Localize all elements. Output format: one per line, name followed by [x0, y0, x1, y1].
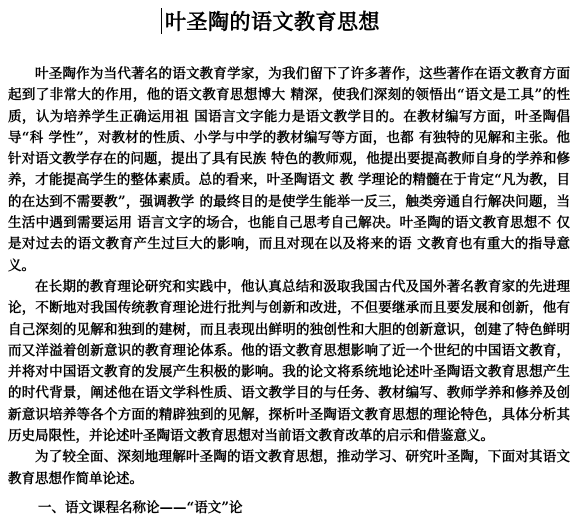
paragraph-1[interactable]: 叶圣陶作为当代著名的语文教育学家，为我们留下了许多著作，这些著作在语文教育方面起到了非常大的作用，他的语文教育思想博大 精深，使我们深刻的领悟出“语文是工具”的性质，认为培养学生正确运用祖 国语言文字能力是语文教学目的。在教材编写方面，叶圣陶倡导“科 学性”，对教材的性质、小学与中学的教材编写等方面，也都 有独特的见解和主张。他针对语文教学存在的问题，提出了具有民族 特色的教师观，他提出要提高教师自身的学养和修养，才能提高学生的整体素质。总的看来，叶圣陶语文 教 学理论的精髓在于肯定“凡为教，目的在达到不需要教”，强调教学 的最终目的是使学生能举一反三，触类旁通自行解决问题，当生活中遇到需要运用 语言文字的场合，也能自己思考自己解决。叶圣陶的语文教育思想不 仅是对过去的语文教育产生过巨大的影响，而且对现在以及将来的语 文教育也有重大的指导意义。	[8, 66, 570, 274]
section-heading[interactable]: 一、语文课程名称论——“语文”论	[38, 500, 243, 516]
paragraph-2[interactable]: 在长期的教育理论研究和实践中，他认真总结和汲取我国古代及国外著名教育家的先进理论，不断地对我国传统教育理论进行批判与创新和改进，不但要继承而且要发展和创新，他有自己深刻的见解和独到的建树，而且表现出鲜明的独创性和大胆的创新意识，创建了特色鲜明而又洋溢着创新意识的教育理论体系。他的语文教育思想影响了近一个世纪的中国语文教育，并将对中国语文教育的发展产生积极的影响。我的论文将系统地论述叶圣陶语文教育思想产生的时代背景，阐述他在语文学科性质、语文教学目的与任务、教材编写、教师学养和修养及创新意识培养等各个方面的精辟独到的见解，探析叶圣陶语文教育思想的理论特色，具体分析其历史局限性，并论述叶圣陶语文教育思想对当前语文教育改革的启示和借鉴意义。	[8, 278, 570, 445]
document-body[interactable]	[8, 64, 570, 490]
text-cursor	[161, 8, 162, 34]
paragraph-3[interactable]: 为了较全面、深刻地理解叶圣陶的语文教育思想，推动学习、研究叶圣陶，下面对其语文教育思想作简单论述。	[8, 449, 570, 487]
document-title[interactable]: 叶圣陶的语文教育思想	[165, 10, 380, 34]
